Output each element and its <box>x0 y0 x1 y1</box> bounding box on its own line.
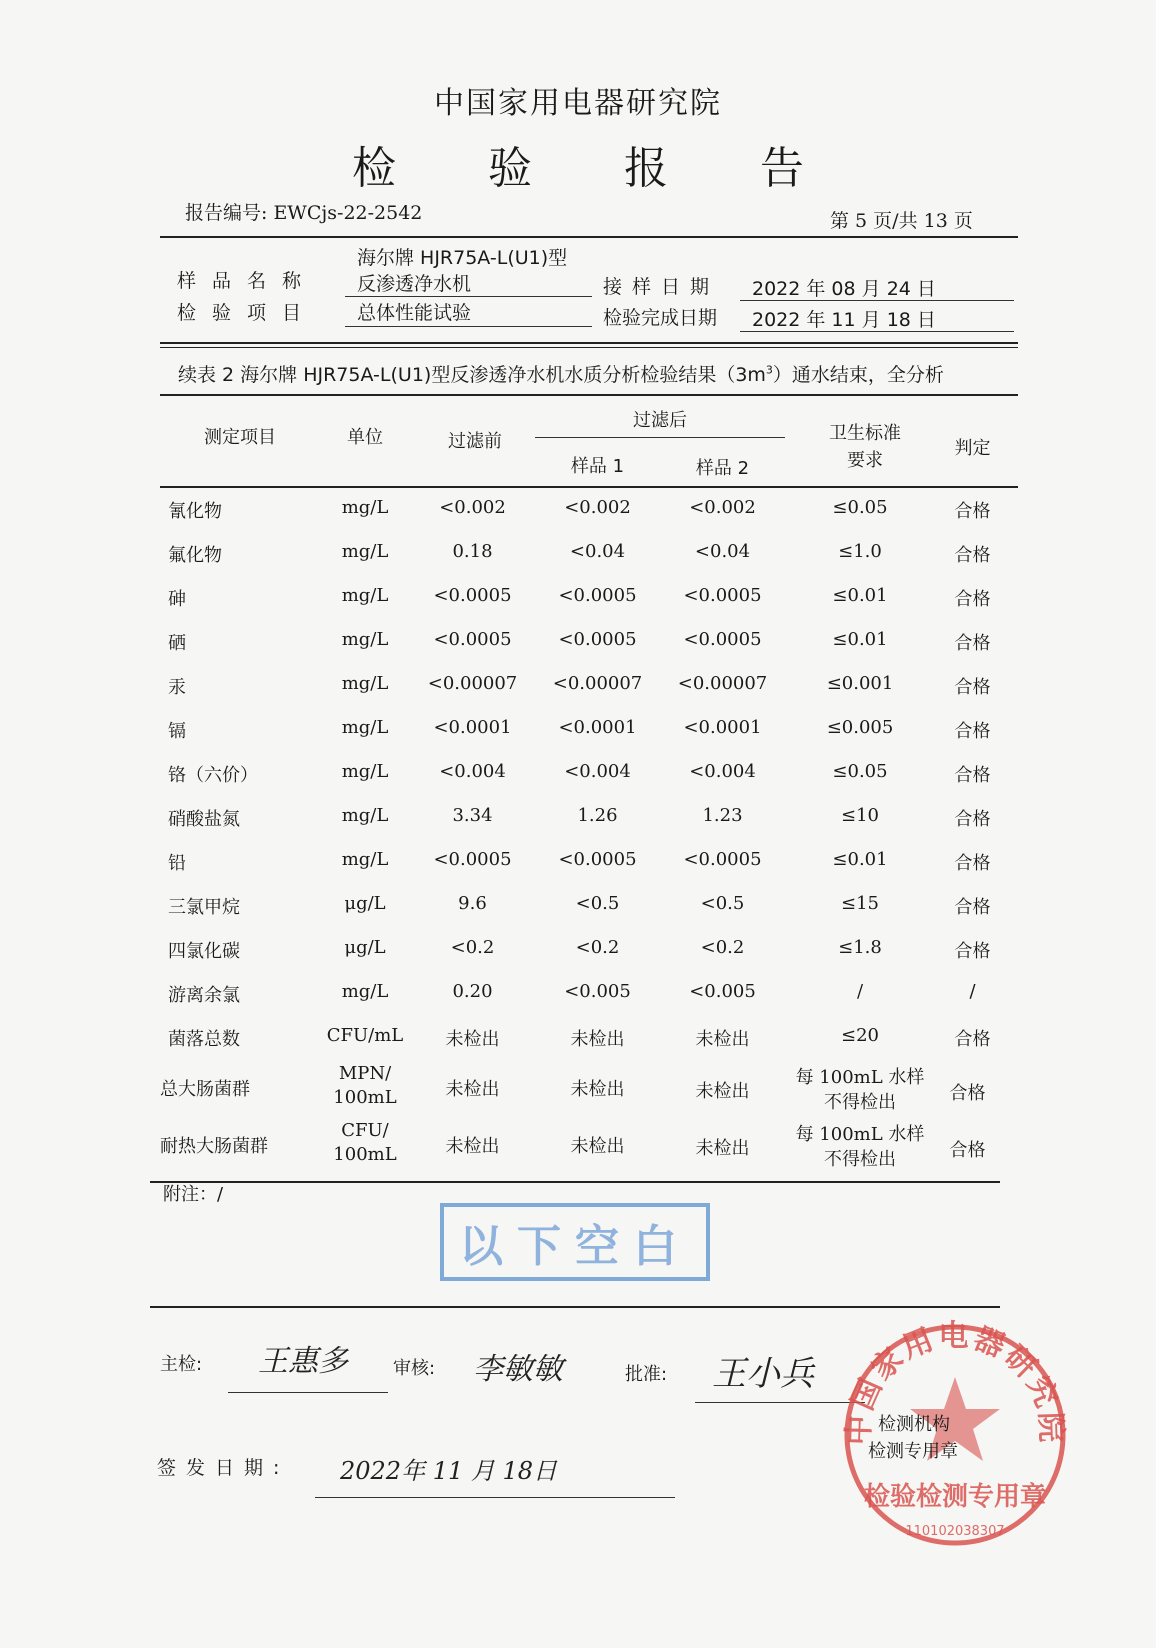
table-cell-item: 氰化物 <box>168 501 222 522</box>
table-cell-s1: <0.004 <box>564 761 631 782</box>
table-cell-unit: mg/L <box>341 717 389 738</box>
title-char: 告 <box>760 143 804 194</box>
table-cell-item: 氟化物 <box>168 545 222 566</box>
table-cell-std: ≤10 <box>841 805 879 826</box>
table-cell-std: ≤0.001 <box>826 673 894 694</box>
col-header-before: 过滤前 <box>448 431 502 452</box>
table-cell-s2: 未检出 <box>695 1029 750 1050</box>
underline <box>315 1497 675 1498</box>
report-number: 报告编号: EWCjs-22-2542 <box>185 202 423 224</box>
signature-rule <box>150 1306 1000 1308</box>
underline <box>228 1392 388 1393</box>
table-cell-before: <0.002 <box>439 497 506 518</box>
table-cell-std: ≤0.05 <box>832 497 888 518</box>
sample-name-line1: 海尔牌 HJR75A-L(U1)型 <box>357 247 568 269</box>
section-rule <box>160 347 1018 348</box>
table-cell-judge: 合格 <box>954 941 991 962</box>
table-cell-judge: / <box>969 981 976 1002</box>
title-char: 验 <box>488 143 532 194</box>
table-cell-s2: <0.0005 <box>683 585 762 606</box>
header-bottom-rule <box>160 486 1018 488</box>
table-cell-unit: CFU/mL <box>326 1025 404 1046</box>
table-cell-before: <0.2 <box>450 937 495 958</box>
table-cell-s2: <0.0005 <box>683 849 762 870</box>
table-cell-s2: 1.23 <box>702 805 743 826</box>
table-cell-std: ≤20 <box>841 1025 879 1046</box>
table-cell-std_l2: 不得检出 <box>824 1092 896 1113</box>
receive-date-label: 接样日期 <box>603 276 720 298</box>
after-underline <box>535 437 785 438</box>
page-info: 第 5 页/共 13 页 <box>830 210 973 232</box>
table-cell-s1: <0.002 <box>564 497 631 518</box>
table-cell-unit: mg/L <box>341 541 389 562</box>
table-cell-s1: <0.00007 <box>552 673 643 694</box>
table-cell-s1: <0.04 <box>569 541 626 562</box>
table-cell-unit: mg/L <box>341 805 389 826</box>
title-char: 检 <box>352 143 396 194</box>
table-cell-before: <0.0005 <box>433 849 512 870</box>
reviewer-signature: 李敏敏 <box>473 1352 563 1387</box>
col-header-after: 过滤后 <box>633 410 687 431</box>
header-rule <box>160 236 1018 238</box>
section-rule <box>160 342 1018 344</box>
table-cell-s2: 未检出 <box>695 1138 750 1159</box>
table-cell-item: 总大肠菌群 <box>160 1079 250 1100</box>
table-cell-s2: <0.004 <box>689 761 756 782</box>
table-cell-unit: mg/L <box>341 497 389 518</box>
sample-name-line2: 反渗透净水机 <box>357 273 472 295</box>
seal-number: 110102038307 <box>905 1524 1005 1539</box>
table-cell-item: 游离余氯 <box>168 985 240 1006</box>
table-cell-s2: <0.00007 <box>677 673 768 694</box>
table-cell-unit_l1: MPN/ <box>338 1063 392 1084</box>
table-cell-before: 0.20 <box>452 981 493 1002</box>
table-cell-s2: <0.002 <box>689 497 756 518</box>
table-cell-s1: 1.26 <box>577 805 618 826</box>
table-cell-s1: <0.0001 <box>558 717 637 738</box>
table-cell-s2: <0.0001 <box>683 717 762 738</box>
seal-ring-text: 中国家用电器研究院 <box>841 1318 1069 1446</box>
table-cell-judge: 合格 <box>954 897 991 918</box>
table-cell-before: <0.0001 <box>433 717 512 738</box>
table-cell-s2: <0.0005 <box>683 629 762 650</box>
table-cell-judge: 合格 <box>954 633 991 654</box>
table-cell-unit_l2: 100mL <box>333 1144 397 1165</box>
underline <box>740 331 1014 332</box>
table-cell-judge: 合格 <box>954 589 991 610</box>
table-cell-s1: 未检出 <box>570 1079 625 1100</box>
table-cell-before: <0.0005 <box>433 629 512 650</box>
receive-date-value: 2022 年 08 月 24 日 <box>752 278 936 300</box>
test-item-value: 总体性能试验 <box>357 302 472 324</box>
col-header-standard-l1: 卫生标准 <box>829 423 901 444</box>
organization-name: 中国家用电器研究院 <box>434 86 722 121</box>
table-cell-judge: 合格 <box>954 853 991 874</box>
table-cell-item: 四氯化碳 <box>168 941 240 962</box>
table-cell-item: 硝酸盐氮 <box>168 809 240 830</box>
table-cell-judge: 合格 <box>954 501 991 522</box>
table-cell-item: 硒 <box>168 633 186 654</box>
table-cell-before: 3.34 <box>452 805 493 826</box>
table-cell-judge: 合格 <box>954 545 991 566</box>
table-cell-judge: 合格 <box>949 1140 986 1161</box>
table-cell-unit: mg/L <box>341 629 389 650</box>
table-cell-unit_l1: CFU/ <box>341 1120 389 1141</box>
table-cell-s1: <0.2 <box>575 937 620 958</box>
table-cell-before: 未检出 <box>445 1029 500 1050</box>
table-cell-judge: 合格 <box>954 1029 991 1050</box>
table-cell-unit: mg/L <box>341 849 389 870</box>
col-header-judge: 判定 <box>954 438 991 459</box>
table-cell-s2: <0.04 <box>694 541 751 562</box>
inspector-label: 主检: <box>160 1354 203 1375</box>
table-cell-unit: mg/L <box>341 981 389 1002</box>
table-cell-std: ≤0.01 <box>832 849 888 870</box>
table-cell-std: ≤0.01 <box>832 585 888 606</box>
table-cell-before: 9.6 <box>458 893 487 914</box>
underline <box>345 326 592 327</box>
table-cell-before: 未检出 <box>445 1079 500 1100</box>
table-note: 附注：/ <box>163 1184 224 1205</box>
table-cell-s1: <0.0005 <box>558 585 637 606</box>
table-cell-std_l1: 每 100mL 水样 <box>795 1067 925 1088</box>
table-cell-s2: <0.005 <box>689 981 756 1002</box>
table-cell-item: 砷 <box>168 589 186 610</box>
table-cell-item: 铬（六价） <box>168 765 258 786</box>
table-cell-std: ≤1.0 <box>838 541 882 562</box>
table-cell-std_l2: 不得检出 <box>824 1149 896 1170</box>
col-header-item: 测定项目 <box>204 427 276 448</box>
underline <box>740 300 1014 301</box>
table-cell-unit: μg/L <box>344 893 386 914</box>
table-cell-std_l1: 每 100mL 水样 <box>795 1124 925 1145</box>
col-header-standard-l2: 要求 <box>847 450 883 471</box>
inspector-signature: 王惠多 <box>258 1344 348 1379</box>
table-cell-judge: 合格 <box>954 765 991 786</box>
table-cell-s2: 未检出 <box>695 1081 750 1102</box>
table-cell-item: 菌落总数 <box>168 1029 240 1050</box>
complete-date-label: 检验完成日期 <box>603 307 718 329</box>
table-cell-s2: <0.5 <box>700 893 745 914</box>
col-header-unit: 单位 <box>347 427 383 448</box>
table-cell-s1: 未检出 <box>570 1029 625 1050</box>
table-cell-item: 铅 <box>168 853 186 874</box>
table-cell-judge: 合格 <box>949 1083 986 1104</box>
table-cell-before: <0.00007 <box>427 673 518 694</box>
table-cell-s1: <0.0005 <box>558 849 637 870</box>
approver-signature: 王小兵 <box>712 1354 814 1394</box>
seal-bottom-text: 检验检测专用章 <box>863 1482 1047 1512</box>
table-cell-s1: 未检出 <box>570 1136 625 1157</box>
table-cell-std: ≤0.01 <box>832 629 888 650</box>
table-cell-item: 汞 <box>168 677 186 698</box>
table-cell-std: / <box>856 981 864 1002</box>
table-cell-unit: mg/L <box>341 585 389 606</box>
table-cell-before: 未检出 <box>445 1136 500 1157</box>
complete-date-value: 2022 年 11 月 18 日 <box>752 309 936 331</box>
table-cell-unit: μg/L <box>344 937 386 958</box>
table-cell-before: <0.0005 <box>433 585 512 606</box>
official-seal <box>835 1315 1075 1555</box>
test-item-label: 检验项目 <box>177 302 318 324</box>
table-cell-unit: mg/L <box>341 673 389 694</box>
table-cell-s1: <0.0005 <box>558 629 637 650</box>
table-cell-item: 三氯甲烷 <box>168 897 240 918</box>
table-cell-item: 镉 <box>168 721 186 742</box>
table-cell-s2: <0.2 <box>700 937 745 958</box>
table-cell-judge: 合格 <box>954 809 991 830</box>
table-bottom-rule <box>150 1181 1000 1183</box>
table-caption: 续表 2 海尔牌 HJR75A-L(U1)型反渗透净水机水质分析检验结果$(3m^3)$通水结束，全分析 <box>178 363 944 386</box>
table-cell-judge: 合格 <box>954 677 991 698</box>
table-cell-std: ≤15 <box>841 893 879 914</box>
seal-line2: 检测专用章 <box>868 1441 958 1462</box>
col-header-sample1: 样品 1 <box>570 456 625 477</box>
table-cell-judge: 合格 <box>954 721 991 742</box>
table-cell-std: ≤1.8 <box>838 937 882 958</box>
table-cell-unit_l2: 100mL <box>333 1087 397 1108</box>
approver-label: 批准: <box>625 1364 668 1385</box>
document-title <box>0 132 1156 196</box>
seal-line1: 检测机构 <box>878 1414 950 1435</box>
table-cell-std: ≤0.05 <box>832 761 888 782</box>
table-cell-s1: <0.005 <box>564 981 631 1002</box>
table-cell-std: ≤0.005 <box>826 717 894 738</box>
table-cell-item: 耐热大肠菌群 <box>160 1136 268 1157</box>
underline <box>345 296 592 297</box>
title-char: 报 <box>624 143 668 194</box>
col-header-sample2: 样品 2 <box>695 458 750 479</box>
sample-name-label: 样品名称 <box>177 270 318 292</box>
blank-stamp: 以下空白 <box>440 1203 710 1281</box>
table-cell-s1: <0.5 <box>575 893 620 914</box>
table-cell-before: <0.004 <box>439 761 506 782</box>
issue-date-label: 签发日期: <box>157 1457 290 1479</box>
table-cell-unit: mg/L <box>341 761 389 782</box>
issue-date-value: 2022年 11 月 18日 <box>340 1457 558 1485</box>
table-cell-before: 0.18 <box>452 541 493 562</box>
reviewer-label: 审核: <box>393 1358 436 1379</box>
table-top-rule <box>160 394 1018 396</box>
